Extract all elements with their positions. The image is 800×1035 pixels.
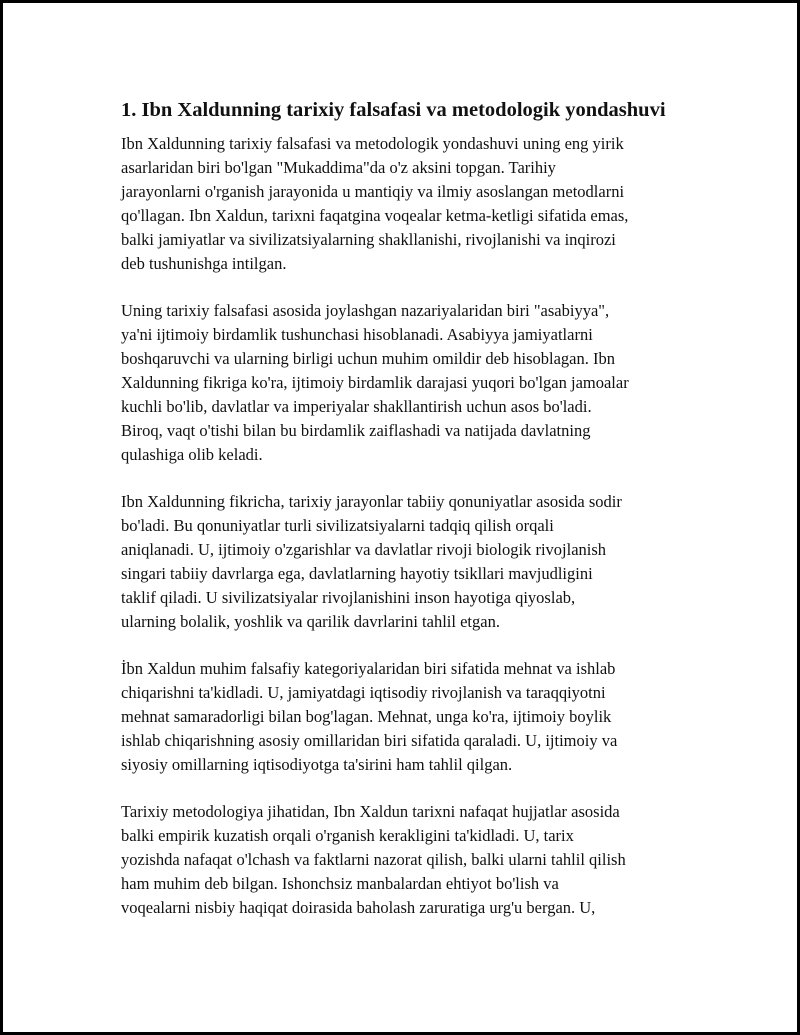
paragraph-4	[121, 657, 701, 777]
text-line: bo'ladi. Bu qonuniyatlar turli sivilizatsiyalarni tadqiq qilish orqali	[121, 516, 554, 535]
text-line: qulashiga olib keladi.	[121, 445, 263, 464]
text-line: İbn Xaldun muhim falsafiy kategoriyalaridan biri sifatida mehnat va ishlab	[121, 659, 616, 678]
text-line: singari tabiiy davrlarga ega, davlatlarning hayotiy tsikllari mavjudligini	[121, 564, 593, 583]
text-line: ham muhim deb bilgan. Ishonchsiz manbalardan ehtiyot bo'lish va	[121, 874, 559, 893]
text-line: boshqaruvchi va ularning birligi uchun muhim omildir deb hisoblagan. Ibn	[121, 349, 616, 368]
text-line: taklif qiladi. U sivilizatsiyalar rivojlanishini inson hayotiga qiyoslab,	[121, 588, 576, 607]
paragraph-1	[121, 132, 701, 276]
text-line: ishlab chiqarishning asosiy omillaridan biri sifatida qaraladi. U, ijtimoiy va	[121, 731, 618, 750]
text-line: yozishda nafaqat o'lchash va faktlarni nazorat qilish, balki ularni tahlil qilish	[121, 850, 626, 869]
text-line: asarlaridan biri bo'lgan "Mukaddima"da o'z aksini topgan. Tarihiy	[121, 158, 556, 177]
text-line: aniqlanadi. U, ijtimoiy o'zgarishlar va davlatlar rivoji biologik rivojlanish	[121, 540, 607, 559]
text-line: Uning tarixiy falsafasi asosida joylashgan nazariyalaridan biri "asabiyya",	[121, 301, 610, 320]
text-line: chiqarishni ta'kidladi. U, jamiyatdagi iqtisodiy rivojlanish va taraqqiyotni	[121, 683, 606, 702]
text-line: ularning bolalik, yoshlik va qarilik davrlarini tahlil etgan.	[121, 612, 500, 631]
text-line: Tarixiy metodologiya jihatidan, Ibn Xaldun tarixni nafaqat hujjatlar asosida	[121, 802, 620, 821]
text-line: Xaldunning fikriga ko'ra, ijtimoiy birdamlik darajasi yuqori bo'lgan jamoalar	[121, 373, 629, 392]
text-line: siyosiy omillarning iqtisodiyotga ta'sirini ham tahlil qilgan.	[121, 755, 513, 774]
text-line: qo'llagan. Ibn Xaldun, tarixni faqatgina voqealar ketma-ketligi sifatida emas,	[121, 206, 629, 225]
text-line: Ibn Xaldunning fikricha, tarixiy jarayonlar tabiiy qonuniyatlar asosida sodir	[121, 492, 622, 511]
text-line: mehnat samaradorligi bilan bog'lagan. Mehnat, unga ko'ra, ijtimoiy boylik	[121, 707, 612, 726]
text-line: balki jamiyatlar va sivilizatsiyalarning shakllanishi, rivojlanishi va inqirozi	[121, 230, 616, 249]
section-heading: 1. Ibn Xaldunning tarixiy falsafasi va metodologik yondashuvi	[121, 99, 666, 121]
text-line: jarayonlarni o'rganish jarayonida u mantiqiy va ilmiy asoslangan metodlarni	[121, 182, 625, 201]
text-line: balki empirik kuzatish orqali o'rganish kerakligini ta'kidladi. U, tarix	[121, 826, 574, 845]
paragraph-2	[121, 299, 701, 467]
document-content	[121, 97, 701, 943]
text-line: Ibn Xaldunning tarixiy falsafasi va metodologik yondashuvi uning eng yirik	[121, 134, 624, 153]
paragraph-5	[121, 800, 701, 920]
paragraph-3	[121, 490, 701, 634]
text-line: ya'ni ijtimoiy birdamlik tushunchasi hisoblanadi. Asabiyya jamiyatlarni	[121, 325, 593, 344]
text-line: voqealarni nisbiy haqiqat doirasida baholash zaruratiga urg'u bergan. U,	[121, 898, 596, 917]
text-line: Biroq, vaqt o'tishi bilan bu birdamlik zaiflashadi va natijada davlatning	[121, 421, 591, 440]
text-line: deb tushunishga intilgan.	[121, 254, 287, 273]
text-line: kuchli bo'lib, davlatlar va imperiyalar shakllantirish uchun asos bo'ladi.	[121, 397, 592, 416]
